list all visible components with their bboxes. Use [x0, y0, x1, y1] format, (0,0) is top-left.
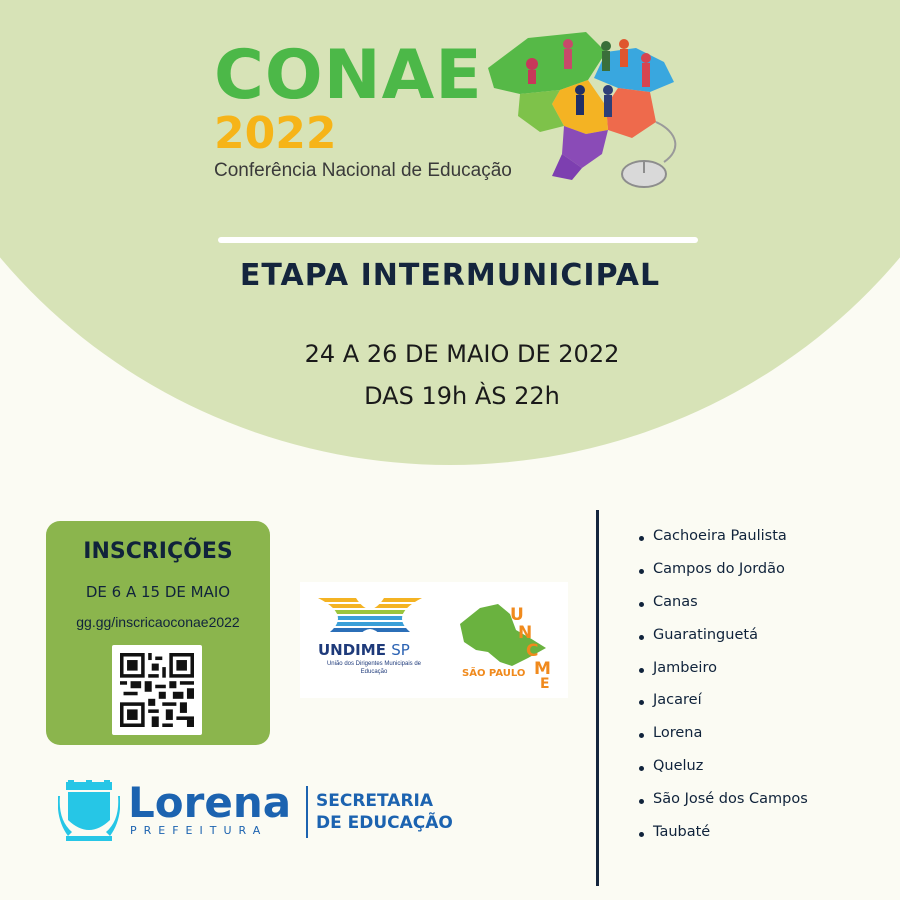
conae-logo-subtitle: Conferência Nacional de Educação	[214, 160, 512, 181]
participating-cities-list	[638, 528, 838, 857]
registration-qr-code[interactable]	[112, 645, 202, 735]
registration-card	[46, 521, 270, 745]
secretaria-educacao-label: SECRETARIA DE EDUCAÇÃO	[316, 791, 453, 833]
svg-text:C: C	[526, 641, 539, 661]
conae-logo-word: CONAE	[214, 36, 483, 115]
undime-emblem-icon	[318, 598, 422, 640]
event-date: 24 A 26 DE MAIO DE 2022	[304, 340, 620, 368]
registration-title: INSCRIÇÕES	[83, 539, 233, 564]
city-list-item: Jacareí	[638, 692, 838, 725]
undime-name: UNDIME SP	[318, 641, 410, 659]
svg-text:N: N	[518, 623, 533, 643]
city-list-item: Canas	[638, 594, 838, 627]
city-list-item: Cachoeira Paulista	[638, 528, 838, 561]
event-time: DAS 19h ÀS 22h	[364, 382, 560, 410]
registration-dates: DE 6 A 15 DE MAIO	[85, 583, 231, 601]
conae-logo-year: 2022	[214, 108, 337, 159]
svg-text:E: E	[540, 676, 550, 688]
event-stage-title: ETAPA INTERMUNICIPAL	[239, 258, 661, 293]
undime-logo	[318, 598, 430, 690]
city-list-item: Jambeiro	[638, 660, 838, 693]
uncme-state: SÃO PAULO	[462, 668, 526, 679]
conae-logo	[210, 30, 710, 200]
lorena-wordmark: Lorena	[128, 778, 292, 827]
brazil-map-illustration	[468, 30, 708, 195]
city-list-item: Campos do Jordão	[638, 561, 838, 594]
qr-code-icon	[120, 653, 194, 727]
lorena-logo-separator	[306, 786, 308, 838]
svg-text:U: U	[510, 605, 524, 625]
lorena-prefeitura-logo	[58, 780, 478, 850]
registration-link[interactable]: gg.gg/inscricaoconae2022	[76, 614, 240, 630]
city-list-item: Taubaté	[638, 824, 838, 857]
city-list-item: Guaratinguetá	[638, 627, 838, 660]
header-divider	[218, 237, 698, 243]
uncme-logo	[454, 600, 558, 688]
undime-subtitle: União dos Dirigentes Municipais de Educação	[326, 661, 422, 675]
city-list-item: Queluz	[638, 758, 838, 791]
cities-divider	[596, 510, 599, 886]
lorena-coat-of-arms-icon	[58, 780, 120, 842]
city-list-item: Lorena	[638, 725, 838, 758]
lorena-prefeitura-label: PREFEITURA	[130, 824, 268, 837]
svg-text:M: M	[534, 659, 551, 679]
city-list-item: São José dos Campos	[638, 791, 838, 824]
partner-logos	[300, 582, 568, 698]
